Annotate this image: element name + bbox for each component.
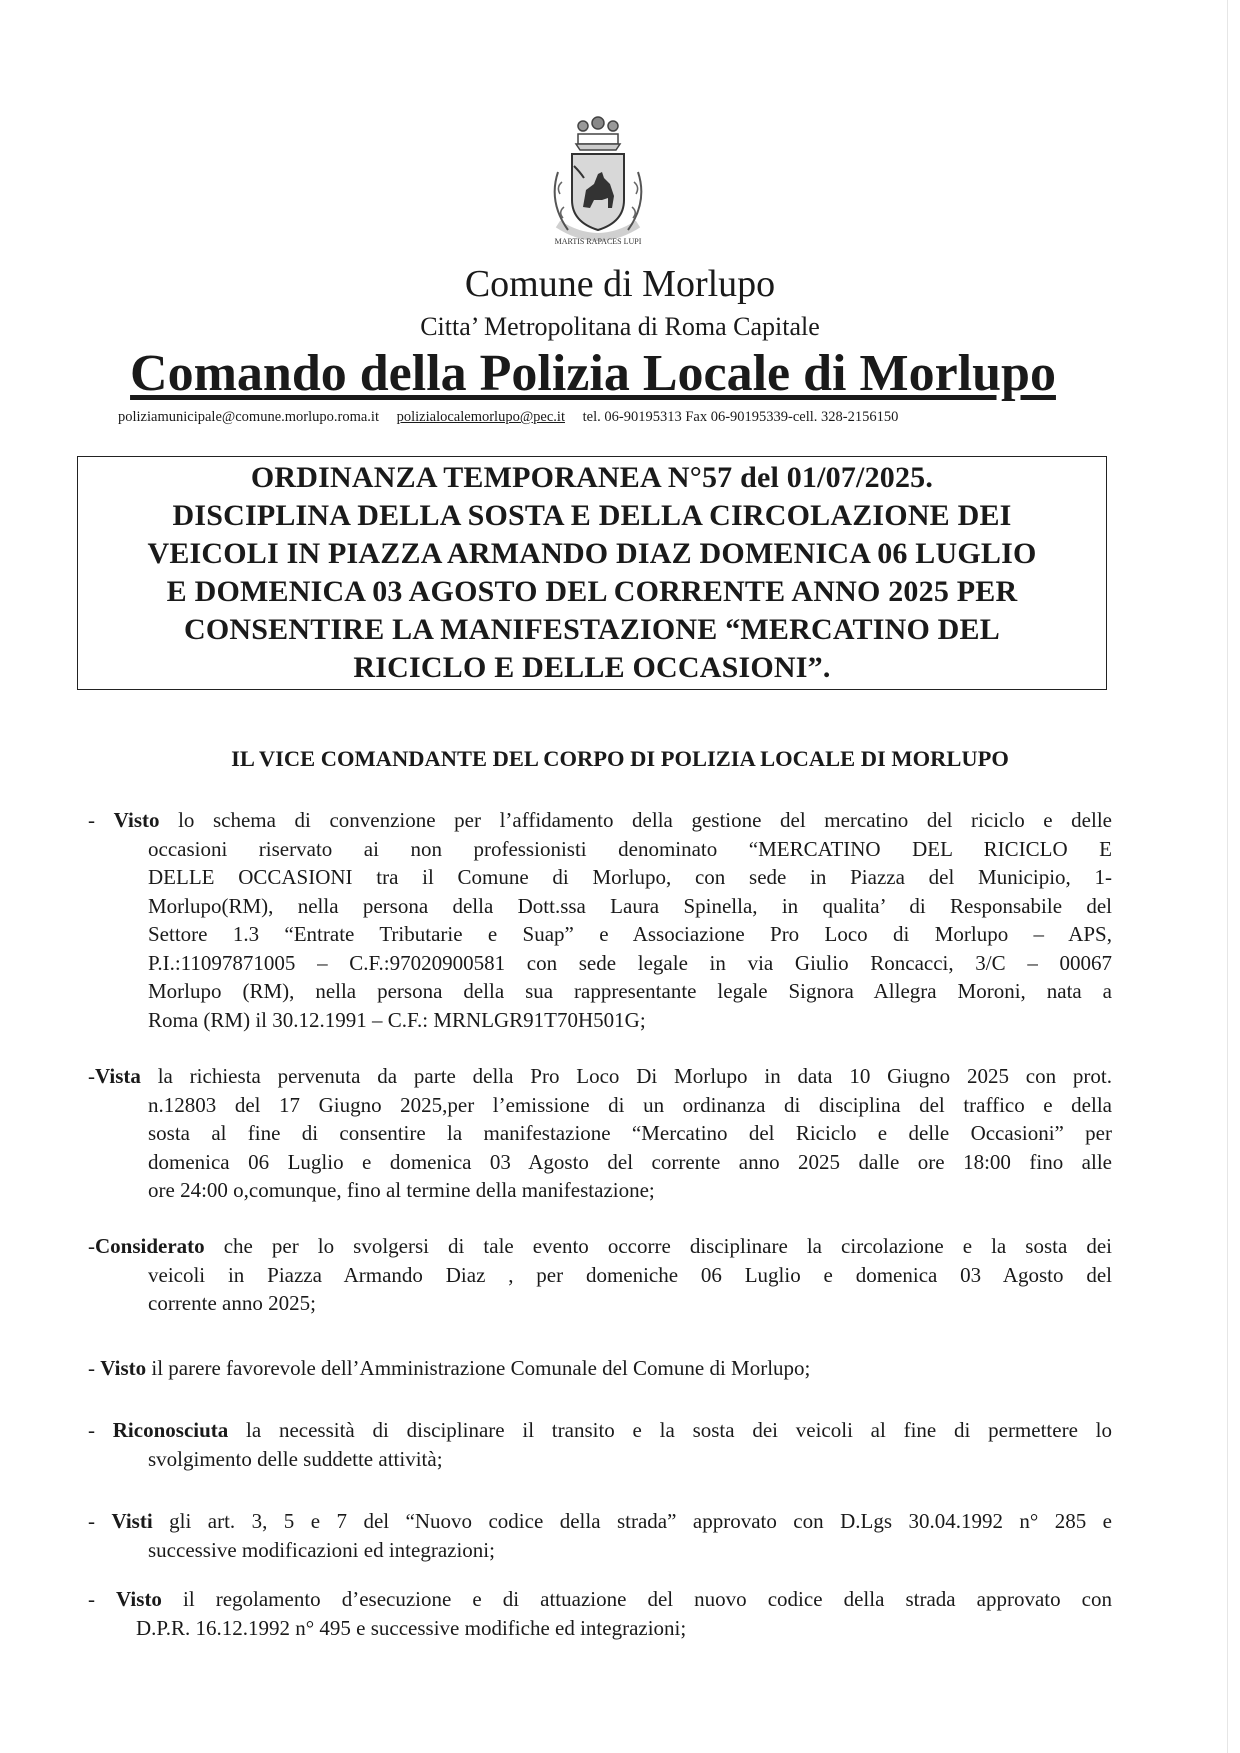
clause-line: DELLE OCCASIONI tra il Comune di Morlupo, con sede in Piazza del Municipio, 1- <box>148 865 1112 889</box>
clause-line: Morlupo(RM), nella persona della Dott.ssa Laura Spinella, in qualita’ di Responsabile del <box>148 893 1112 918</box>
section-heading: IL VICE COMANDANTE DEL CORPO DI POLIZIA LOCALE DI MORLUPO <box>231 746 1009 771</box>
clause-line: Roma (RM) il 30.12.1991 – C.F.: MRNLGR91T70H501G; <box>148 1007 646 1032</box>
clause-first-line: - Visto il regolamento d’esecuzione e di attuazione del nuovo codice della strada approvato con <box>88 1587 1112 1611</box>
clause-visto-regolamento <box>88 1585 1112 1642</box>
clause-line: successive modificazioni ed integrazioni; <box>148 1537 495 1562</box>
ordinance-title-line: CONSENTIRE LA MANIFESTAZIONE “MERCATINO DEL <box>184 613 1000 646</box>
clause-line: veicoli in Piazza Armando Diaz , per domeniche 06 Luglio e domenica 03 Agosto del <box>148 1262 1112 1287</box>
ordinance-title-line: RICICLO E DELLE OCCASIONI”. <box>353 651 831 684</box>
clause-first-line: - Riconosciuta la necessità di disciplinare il transito e la sosta dei veicoli al fine di permettere lo <box>88 1418 1112 1442</box>
clause-line: Settore 1.3 “Entrate Tributarie e Suap” e Associazione Pro Loco di Morlupo – APS, <box>148 922 1112 946</box>
contact-line <box>118 409 912 426</box>
clause-first-line: -Vista la richiesta pervenuta da parte della Pro Loco Di Morlupo in data 10 Giugno 2025 con prot. <box>88 1064 1112 1088</box>
clause-keyword: Considerato <box>95 1234 205 1258</box>
clause-line: domenica 06 Luglio e domenica 03 Agosto del corrente anno 2025 dalle ore 18:00 fino alle <box>148 1149 1112 1174</box>
clause-line: occasioni riservato ai non professionisti denominato “MERCATINO DEL RICICLO E <box>148 836 1112 861</box>
clause-keyword: Vista <box>95 1064 141 1088</box>
pec-link[interactable]: polizialocalemorlupo@pec.it <box>396 409 565 425</box>
clause-keyword: Visti <box>111 1509 153 1533</box>
clause-line: D.P.R. 16.12.1992 n° 495 e successive modifiche ed integrazioni; <box>136 1615 687 1640</box>
clause-vista-richiesta <box>88 1062 1112 1205</box>
clause-visti-codice <box>88 1507 1112 1564</box>
clause-keyword: Visto <box>116 1587 162 1611</box>
clause-first-line: -Considerato che per lo svolgersi di tale evento occorre disciplinare la circolazione e la sosta dei <box>88 1234 1112 1258</box>
clause-keyword: Visto <box>113 808 160 832</box>
clause-riconosciuta <box>88 1416 1112 1473</box>
ordinance-title-box <box>77 456 1107 690</box>
ordinance-title-line: E DOMENICA 03 AGOSTO DEL CORRENTE ANNO 2025 PER <box>166 575 1018 608</box>
clause-visto-convenzione <box>88 806 1112 1034</box>
clause-line: corrente anno 2025; <box>148 1291 316 1315</box>
clause-considerato <box>88 1232 1112 1318</box>
clause-line: ore 24:00 o,comunque, fino al termine della manifestazione; <box>148 1178 655 1202</box>
crest-motto: MARTIS RAPACES LUPI <box>554 237 642 246</box>
municipality-name: Comune di Morlupo <box>464 263 776 305</box>
clause-keyword: Riconosciuta <box>112 1418 229 1442</box>
ordinance-title-line: ORDINANZA TEMPORANEA N°57 del 01/07/2025. <box>250 461 934 494</box>
email-link[interactable]: poliziamunicipale@comune.morlupo.roma.it <box>118 409 379 425</box>
clause-line: svolgimento delle suddette attività; <box>148 1446 443 1471</box>
metro-area: Citta’ Metropolitana di Roma Capitale <box>420 312 820 341</box>
ordinance-title-line: VEICOLI IN PIAZZA ARMANDO DIAZ DOMENICA 06 LUGLIO <box>147 537 1037 570</box>
phone-numbers: tel. 06-90195313 Fax 06-90195339-cell. 328-2156150 <box>582 409 899 425</box>
clause-line: n.12803 del 17 Giugno 2025,per l’emissione di un ordinanza di disciplina del traffico e della <box>148 1092 1112 1117</box>
clause-first-line: - Visto il parere favorevole dell’Amministrazione Comunale del Comune di Morlupo; <box>88 1356 811 1380</box>
ordinance-title-line: DISCIPLINA DELLA SOSTA E DELLA CIRCOLAZIONE DEI <box>172 499 1012 532</box>
clause-first-line: - Visti gli art. 3, 5 e 7 del “Nuovo codice della strada” approvato con D.Lgs 30.04.1992 n° 285 e <box>88 1509 1112 1533</box>
municipal-crest-icon <box>528 112 668 252</box>
command-title: Comando della Polizia Locale di Morlupo <box>130 345 1056 402</box>
clause-line: Morlupo (RM), nella persona della sua rappresentante legale Signora Allegra Moroni, nata a <box>148 979 1112 1003</box>
clause-visto-parere <box>88 1354 1112 1383</box>
clause-line: sosta al fine di consentire la manifestazione “Mercatino del Riciclo e delle Occasioni” per <box>148 1121 1112 1145</box>
clause-keyword: Visto <box>100 1356 147 1380</box>
clause-line: P.I.:11097871005 – C.F.:97020900581 con sede legale in via Giulio Roncacci, 3/C – 00067 <box>148 950 1112 975</box>
clause-first-line: - Visto lo schema di convenzione per l’affidamento della gestione del mercatino del riciclo e delle <box>88 808 1112 832</box>
